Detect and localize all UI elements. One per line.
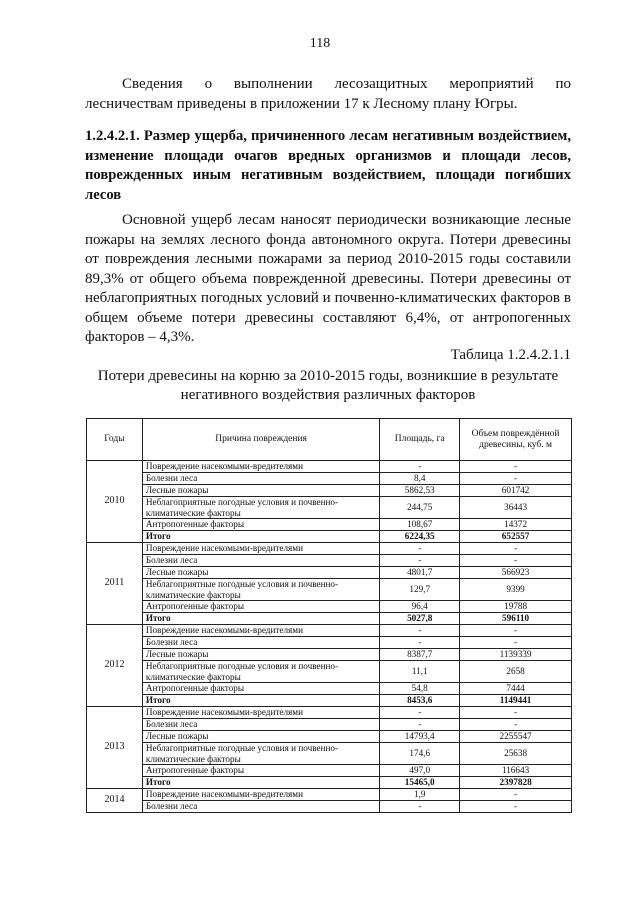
cause-cell: Болезни леса <box>142 555 379 567</box>
section-heading: 1.2.4.2.1. Размер ущерба, причиненного лесам негативным воздействием, изменение площади очагов вредных организмов и площади лесов, поврежденных иным негативным воздействием, площади погибших лесов <box>85 128 571 203</box>
table-row <box>87 543 572 555</box>
year-cell: 2011 <box>87 543 143 625</box>
area-cell: - <box>380 461 460 473</box>
header-year: Годы <box>87 419 143 461</box>
table-header-row <box>87 419 572 461</box>
volume-cell: 1149441 <box>460 695 572 707</box>
volume-cell: - <box>460 555 572 567</box>
volume-cell: 2397828 <box>460 777 572 789</box>
volume-cell: 2255547 <box>460 731 572 743</box>
table-row <box>87 601 572 613</box>
area-cell: 1,9 <box>380 789 460 801</box>
intro-paragraph: Сведения о выполнении лесозащитных мероприятий по лесничествам приведены в приложении 17 к Лесному плану Югры. <box>85 76 571 112</box>
table-row <box>87 719 572 731</box>
table-row <box>87 765 572 777</box>
volume-cell: 9399 <box>460 579 572 601</box>
table-row <box>87 801 572 813</box>
year-cell: 2010 <box>87 461 143 543</box>
table-body <box>87 461 572 813</box>
volume-cell: - <box>460 719 572 731</box>
table-row <box>87 661 572 683</box>
area-cell: 5862,53 <box>380 485 460 497</box>
table-row <box>87 625 572 637</box>
area-cell: 5027,8 <box>380 613 460 625</box>
table-row <box>87 683 572 695</box>
table-row <box>87 731 572 743</box>
cause-cell: Антропогенные факторы <box>142 601 379 613</box>
table-row <box>87 461 572 473</box>
cause-cell: Антропогенные факторы <box>142 765 379 777</box>
volume-cell: 566923 <box>460 567 572 579</box>
area-cell: - <box>380 543 460 555</box>
volume-cell: 19788 <box>460 601 572 613</box>
area-cell: - <box>380 625 460 637</box>
cause-cell: Итого <box>142 613 379 625</box>
area-cell: 96,4 <box>380 601 460 613</box>
area-cell: - <box>380 637 460 649</box>
cause-cell: Повреждение насекомыми-вредителями <box>142 707 379 719</box>
table-row <box>87 567 572 579</box>
cause-cell: Болезни леса <box>142 637 379 649</box>
area-cell: 174,6 <box>380 743 460 765</box>
table-row <box>87 531 572 543</box>
volume-cell: 652557 <box>460 531 572 543</box>
volume-cell: - <box>460 801 572 813</box>
volume-cell: - <box>460 637 572 649</box>
table-row <box>87 485 572 497</box>
cause-cell: Болезни леса <box>142 801 379 813</box>
table-number: Таблица 1.2.4.2.1.1 <box>450 347 571 363</box>
volume-cell: - <box>460 625 572 637</box>
volume-cell: - <box>460 707 572 719</box>
area-cell: - <box>380 707 460 719</box>
cause-cell: Неблагоприятные погодные условия и почвенно-климатические факторы <box>142 743 379 765</box>
volume-cell: - <box>460 789 572 801</box>
cause-cell: Повреждение насекомыми-вредителями <box>142 543 379 555</box>
table-row <box>87 579 572 601</box>
area-cell: 8,4 <box>380 473 460 485</box>
volume-cell: 596110 <box>460 613 572 625</box>
table-caption: Потери древесины на корню за 2010-2015 годы, возникшие в результате негативного воздействия различных факторов <box>97 368 559 403</box>
area-cell: 54,8 <box>380 683 460 695</box>
cause-cell: Повреждение насекомыми-вредителями <box>142 461 379 473</box>
table-row <box>87 649 572 661</box>
volume-cell: 36443 <box>460 497 572 519</box>
cause-cell: Антропогенные факторы <box>142 519 379 531</box>
cause-cell: Болезни леса <box>142 473 379 485</box>
cause-cell: Итого <box>142 531 379 543</box>
table-row <box>87 473 572 485</box>
cause-cell: Неблагоприятные погодные условия и почвенно-климатические факторы <box>142 579 379 601</box>
header-volume: Объем повреждённой древесины, куб. м <box>460 419 572 461</box>
area-cell: 497,0 <box>380 765 460 777</box>
area-cell: 6224,35 <box>380 531 460 543</box>
area-cell: 129,7 <box>380 579 460 601</box>
area-cell: - <box>380 801 460 813</box>
volume-cell: 601742 <box>460 485 572 497</box>
body-paragraph: Основной ущерб лесам наносят периодически возникающие лесные пожары на землях лесного фонда автономного округа. Потери древесины от повреждения лесными пожарами за период 2010-2015 годы составили 89,3% от общего объема поврежденной древесины. Потери древесины от неблагоприятных погодных условий и почвенно-климатических факторов в общем объеме потери древесины составляют 6,4%, от антропогенных факторов – 4,3%. <box>85 212 571 345</box>
cause-cell: Антропогенные факторы <box>142 683 379 695</box>
table-row <box>87 637 572 649</box>
cause-cell: Повреждение насекомыми-вредителями <box>142 625 379 637</box>
volume-cell: - <box>460 461 572 473</box>
table-row <box>87 555 572 567</box>
area-cell: 8387,7 <box>380 649 460 661</box>
volume-cell: 14372 <box>460 519 572 531</box>
table-row <box>87 743 572 765</box>
cause-cell: Итого <box>142 777 379 789</box>
table-row <box>87 777 572 789</box>
header-area: Площадь, га <box>380 419 460 461</box>
area-cell: 244,75 <box>380 497 460 519</box>
area-cell: - <box>380 555 460 567</box>
table-row <box>87 789 572 801</box>
cause-cell: Неблагоприятные погодные условия и почвенно-климатические факторы <box>142 497 379 519</box>
cause-cell: Лесные пожары <box>142 485 379 497</box>
volume-cell: 7444 <box>460 683 572 695</box>
cause-cell: Болезни леса <box>142 719 379 731</box>
table-row <box>87 695 572 707</box>
volume-cell: 1139339 <box>460 649 572 661</box>
table-row <box>87 613 572 625</box>
area-cell: - <box>380 719 460 731</box>
area-cell: 11,1 <box>380 661 460 683</box>
cause-cell: Итого <box>142 695 379 707</box>
area-cell: 15465,0 <box>380 777 460 789</box>
volume-cell: - <box>460 473 572 485</box>
losses-table <box>86 418 572 813</box>
page-number: 118 <box>309 36 331 51</box>
cause-cell: Лесные пожары <box>142 567 379 579</box>
volume-cell: 116643 <box>460 765 572 777</box>
table-row <box>87 497 572 519</box>
volume-cell: - <box>460 543 572 555</box>
area-cell: 14793,4 <box>380 731 460 743</box>
year-cell: 2014 <box>87 789 143 813</box>
header-cause: Причина повреждения <box>142 419 379 461</box>
table-row <box>87 707 572 719</box>
area-cell: 8453,6 <box>380 695 460 707</box>
cause-cell: Неблагоприятные погодные условия и почвенно-климатические факторы <box>142 661 379 683</box>
cause-cell: Лесные пожары <box>142 731 379 743</box>
table-row <box>87 519 572 531</box>
area-cell: 108,67 <box>380 519 460 531</box>
year-cell: 2013 <box>87 707 143 789</box>
volume-cell: 2658 <box>460 661 572 683</box>
cause-cell: Повреждение насекомыми-вредителями <box>142 789 379 801</box>
area-cell: 4801,7 <box>380 567 460 579</box>
volume-cell: 25638 <box>460 743 572 765</box>
year-cell: 2012 <box>87 625 143 707</box>
cause-cell: Лесные пожары <box>142 649 379 661</box>
